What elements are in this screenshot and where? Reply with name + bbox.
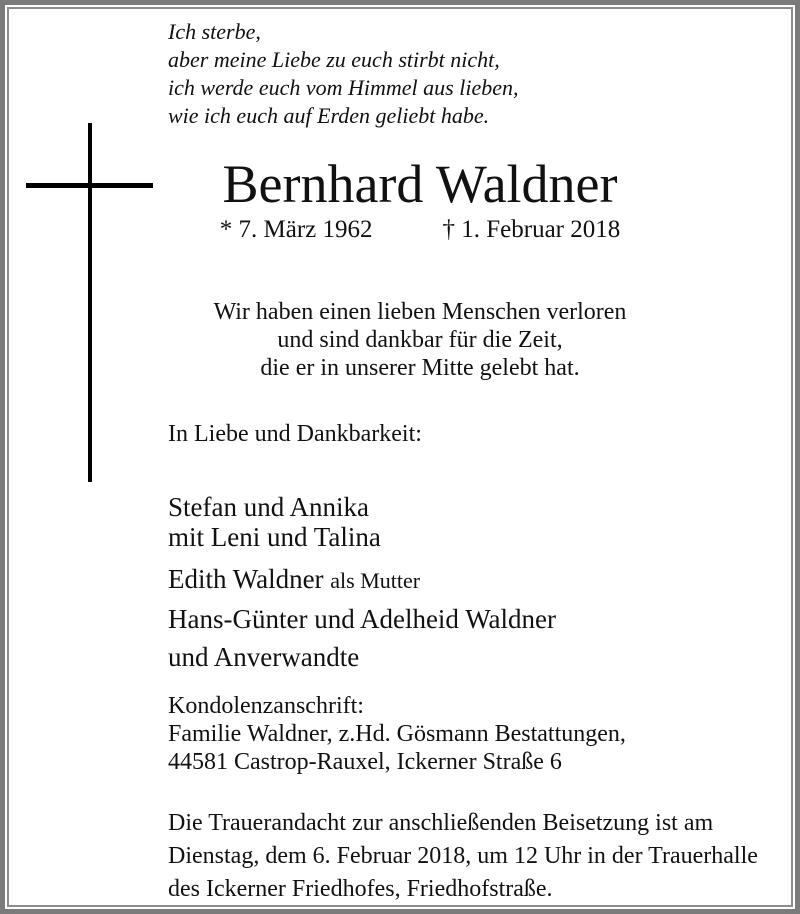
mourner-line: Stefan und Annika: [168, 492, 369, 522]
verse-line: aber meine Liebe zu euch stirbt nicht,: [168, 47, 500, 72]
birth-date: * 7. März 1962: [219, 216, 373, 243]
funeral-line: Dienstag, dem 6. Februar 2018, um 12 Uhr in der Trauerhalle: [168, 843, 758, 869]
condolence-address: [168, 692, 626, 776]
tribute-text: [150, 298, 690, 382]
cross-horizontal-bar: [26, 183, 153, 188]
mourner-line: und Anverwandte: [168, 642, 360, 672]
verse-line: ich werde euch vom Himmel aus lieben,: [168, 75, 519, 100]
verse-line: Ich sterbe,: [168, 19, 261, 44]
tribute-line: und sind dankbar für die Zeit,: [277, 327, 563, 353]
verse-line: wie ich euch auf Erden geliebt habe.: [168, 103, 490, 128]
tribute-line: Wir haben einen lieben Menschen verloren: [213, 299, 627, 325]
memorial-verse: [168, 18, 518, 130]
mourners-spacer: [168, 552, 556, 560]
condolence-line: Familie Waldner, z.Hd. Gösmann Bestattungen,: [168, 721, 626, 747]
funeral-details: [168, 807, 758, 906]
mourners-list: [168, 492, 556, 676]
gratitude-line: In Liebe und Dankbarkeit:: [168, 421, 422, 447]
funeral-line: des Ickerner Friedhofes, Friedhofstraße.: [168, 876, 553, 902]
mourner-line: mit Leni und Talina: [168, 522, 381, 552]
death-date: † 1. Februar 2018: [442, 216, 621, 243]
condolence-label: Kondolenzanschrift:: [168, 693, 364, 719]
mourner-mother-role: als Mutter: [330, 568, 421, 593]
mourner-line: Hans-Günter und Adelheid Waldner: [168, 604, 556, 634]
tribute-line: die er in unserer Mitte gelebt hat.: [260, 355, 580, 381]
cross-vertical-bar: [88, 123, 92, 482]
deceased-name: Bernhard Waldner: [222, 154, 618, 214]
mourner-line: [168, 560, 556, 600]
life-dates: [150, 216, 690, 244]
condolence-line: 44581 Castrop-Rauxel, Ickerner Straße 6: [168, 749, 562, 775]
mourner-mother-name: Edith Waldner: [168, 564, 324, 594]
funeral-line: Die Trauerandacht zur anschließenden Beisetzung ist am: [168, 810, 714, 836]
